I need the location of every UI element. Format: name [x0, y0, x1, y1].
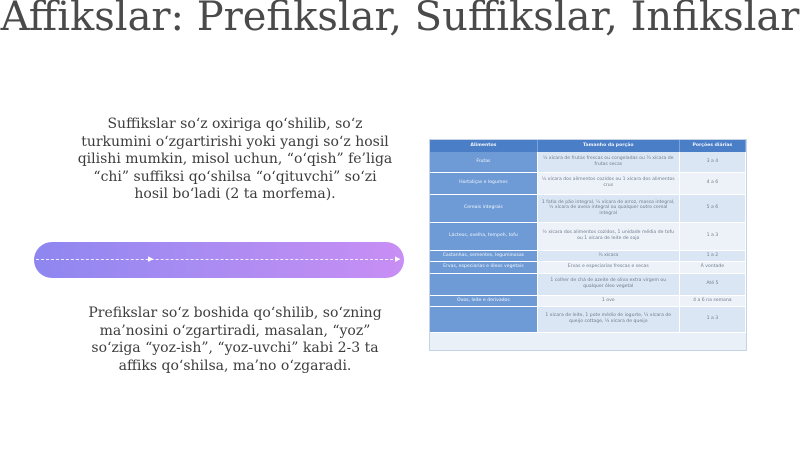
- arrow-right-icon: ▸: [148, 252, 154, 265]
- table-cell: ½ xícara dos alimentos cozidos, 1 unidade média de tofu ou 1 xícara de leite de soja: [537, 222, 679, 250]
- table-cell: [430, 273, 537, 295]
- dashed-line: [36, 259, 398, 260]
- table-cell: 5 a 6: [679, 194, 745, 222]
- table-cell: 1 a 2: [679, 250, 745, 261]
- table-row: [430, 222, 746, 250]
- arrow-right-icon: ▸: [395, 252, 401, 265]
- table-cell: 1 fatia de pão integral, ½ xícara de arroz, massa integral, ½ xícara de aveia integral ou qualquer outro cereal integral: [537, 194, 679, 222]
- table-row: [430, 172, 746, 194]
- table-cell: Até 5: [679, 273, 745, 295]
- table-row: [430, 261, 746, 273]
- table-header-cell: Tamanho da porção: [537, 140, 679, 152]
- table-row: [430, 273, 746, 295]
- table-cell: 4 a 6: [679, 172, 745, 194]
- table-cell: Hortaliças e legumes: [430, 172, 537, 194]
- table-header-cell: Alimentos: [430, 140, 537, 152]
- table-row: [430, 306, 746, 332]
- portions-table: [430, 140, 746, 333]
- table-cell: Frutas: [430, 152, 537, 172]
- slide-title: Affikslar: Prefikslar, Suffikslar, Infikslar: [0, 0, 800, 40]
- table-row: [430, 194, 746, 222]
- table-cell: 1 ovo: [537, 295, 679, 306]
- suffix-paragraph: Suffikslar so‘z oxiriga qo‘shilib, so‘z turkumini o‘zgartirishi yoki yangi so‘z hosil qilishi mumkin, misol uchun, “o‘qish” fe’liga “chi” suffiksi qo‘shilsa “o‘qituvchi” so‘zi hosil bo‘ladi (2 ta morfema).: [77, 116, 393, 202]
- prefix-paragraph: Prefikslar so‘z boshida qo‘shilib, so‘zning ma’nosini o‘zgartiradi, masalan, “yoz” so‘ziga “yoz-ish”, “yoz-uvchi” kabi 2-3 ta affiks qo‘shilsa, ma’no o‘zgaradi.: [88, 305, 382, 374]
- table-header-cell: Porções diárias: [679, 140, 745, 152]
- table-header-row: [430, 140, 746, 152]
- table-cell: Castanhas, sementes, leguminosas: [430, 250, 537, 261]
- table-cell: 3 a 4: [679, 152, 745, 172]
- table-cell: 1 colher de chá de azeite de oliva extra virgem ou qualquer óleo vegetal: [537, 273, 679, 295]
- table-cell: ½ xícara dos alimentos cozidos ou 1 xícara dos alimentos crus: [537, 172, 679, 194]
- table-cell: Lácteos, ovelha, tempeh, tofu: [430, 222, 537, 250]
- table-cell: Ervas, especiarias e óleos vegetais: [430, 261, 537, 273]
- table-cell: Ovos, leite e derivados: [430, 295, 537, 306]
- table-cell: Cereais integrais: [430, 194, 537, 222]
- table-cell: 1 a 3: [679, 222, 745, 250]
- table-cell: ¼ xícara: [537, 250, 679, 261]
- table-row: [430, 152, 746, 172]
- table-cell: [430, 306, 537, 332]
- table-cell: ½ xícara de frutas frescas ou congeladas ou ¼ xícara de frutas secas: [537, 152, 679, 172]
- table-image: [429, 139, 747, 351]
- table-cell: Ervas e especiarias frescas e secas: [537, 261, 679, 273]
- table-cell: 1 xícara de leite, 1 pote médio de iogurte, ¼ xícara de queijo cottage, ¼ xícara de queijo: [537, 306, 679, 332]
- table-row: [430, 250, 746, 261]
- table-cell: À vontade: [679, 261, 745, 273]
- table-cell: 4 a 6 na semana: [679, 295, 745, 306]
- decorative-gradient-bar: [34, 242, 404, 278]
- table-row: [430, 295, 746, 306]
- table-cell: 1 a 3: [679, 306, 745, 332]
